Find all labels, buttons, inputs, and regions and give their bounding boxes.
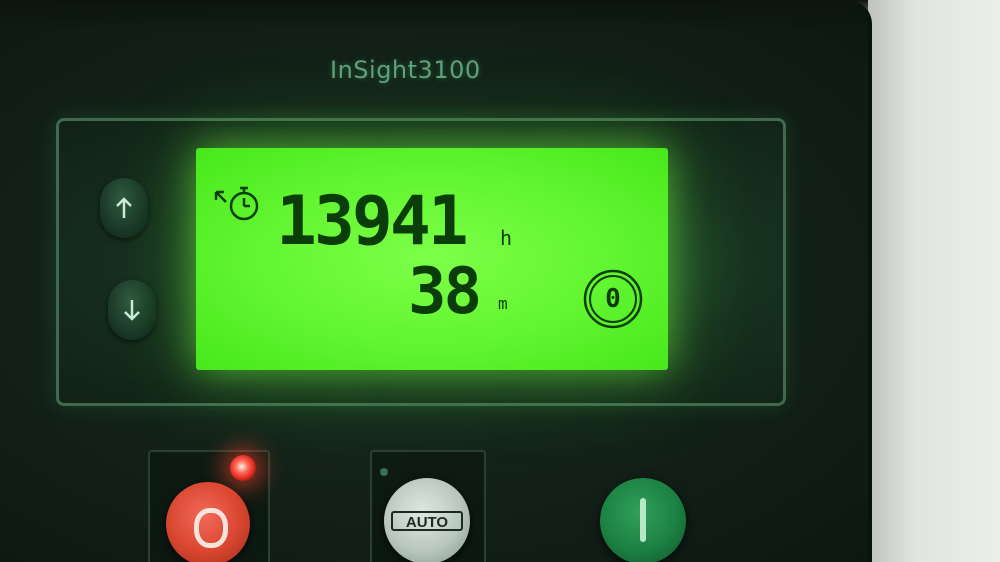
start-button[interactable] — [600, 478, 686, 562]
scroll-down-button[interactable] — [108, 280, 156, 340]
control-keys-area — [0, 420, 868, 562]
auto-mode-button[interactable] — [384, 478, 470, 562]
mode-indicator — [582, 268, 644, 330]
stop-icon — [194, 508, 228, 548]
panel-top-edge — [0, 0, 868, 30]
running-hours-unit: h — [500, 226, 513, 250]
running-minutes-unit: m — [498, 294, 508, 313]
running-hours-value: 13941 — [276, 182, 466, 261]
lcd-screen — [196, 148, 668, 370]
running-minutes-value: 38 — [408, 255, 480, 329]
stopwatch-icon — [212, 178, 264, 226]
arrow-down-icon — [122, 298, 142, 322]
background-wall — [860, 0, 1000, 562]
arrow-up-icon — [114, 196, 134, 220]
brand-label: InSight3100 — [330, 56, 481, 84]
auto-indicator-dot — [380, 468, 388, 476]
mode-indicator-label: 0 — [605, 284, 621, 314]
scroll-up-button[interactable] — [100, 178, 148, 238]
start-bar-icon — [640, 498, 646, 542]
auto-button-label: AUTO — [391, 511, 463, 531]
stop-led-indicator — [230, 455, 256, 481]
stop-reset-button[interactable] — [166, 482, 250, 562]
